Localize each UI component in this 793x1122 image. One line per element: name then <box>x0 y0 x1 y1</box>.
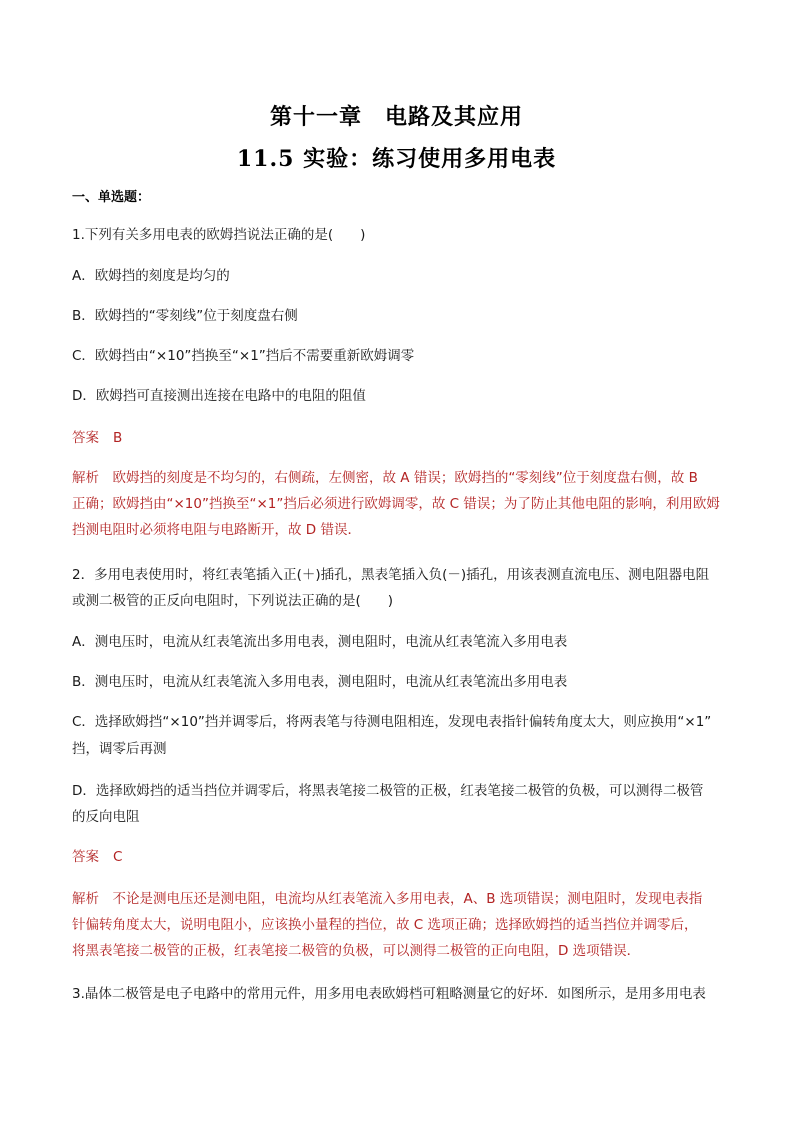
question-2-option-b: B．测电压时，电流从红表笔流入多用电表，测电阻时，电流从红表笔流出多用电表 <box>72 674 568 690</box>
question-1-option-d: D．欧姆挡可直接测出连接在电路中的电阻的阻值 <box>72 388 366 404</box>
answer-value: C <box>113 849 123 865</box>
question-1-analysis-line-2: 正确；欧姆挡由“×10”挡换至“×1”挡后必须进行欧姆调零，故 C 错误；为了防止其他电阻的影响，利用欧姆 <box>72 496 720 512</box>
question-1-option-b: B．欧姆挡的“零刻线”位于刻度盘右侧 <box>72 308 298 324</box>
question-2-stem-line-2: 或测二极管的正反向电阻时，下列说法正确的是( ) <box>72 593 394 609</box>
question-2-option-c-line-1: C．选择欧姆挡“×10”挡并调零后，将两表笔与待测电阻相连，发现电表指针偏转角度太大，则应换用“×1” <box>72 714 712 730</box>
question-2-answer <box>72 847 122 867</box>
question-2-option-a: A．测电压时，电流从红表笔流出多用电表，测电阻时，电流从红表笔流入多用电表 <box>72 634 568 650</box>
section-heading: 一、单选题： <box>72 190 151 205</box>
question-3-stem: 3.晶体二极管是电子电路中的常用元件，用多用电表欧姆档可粗略测量它的好坏．如图所示，是用多用电表 <box>72 986 706 1002</box>
answer-label: 答案 <box>72 430 99 446</box>
question-2-analysis-line-2: 针偏转角度太大，说明电阻小，应该换小量程的挡位，故 C 选项正确；选择欧姆挡的适当挡位并调零后， <box>72 917 698 933</box>
chapter-title: 第十一章 电路及其应用 <box>269 104 523 130</box>
question-1-analysis-line-3: 挡测电阻时必须将电阻与电路断开，故 D 错误． <box>72 522 361 538</box>
question-2-stem-line-1: 2．多用电表使用时，将红表笔插入正(＋)插孔，黑表笔插入负(－)插孔，用该表测直流电压、测电阻器电阻 <box>72 567 710 583</box>
question-1-stem: 1.下列有关多用电表的欧姆挡说法正确的是( ) <box>72 227 366 243</box>
section-title: 11.5 实验：练习使用多用电表 <box>236 146 557 172</box>
question-1-answer <box>72 428 122 448</box>
question-2-option-d-line-2: 的反向电阻 <box>72 809 140 825</box>
answer-value: B <box>113 430 123 446</box>
question-2-analysis-line-1: 解析 不论是测电压还是测电阻，电流均从红表笔流入多用电表，A、B 选项错误；测电阻时，发现电表指 <box>72 891 703 907</box>
question-2-analysis-line-3: 将黑表笔接二极管的正极，红表笔接二极管的负极，可以测得二极管的正向电阻，D 选项错误． <box>72 943 641 959</box>
question-1-option-a: A．欧姆挡的刻度是均匀的 <box>72 268 230 284</box>
question-2-option-c-line-2: 挡，调零后再测 <box>72 741 167 757</box>
answer-label: 答案 <box>72 849 99 865</box>
question-2-option-d-line-1: D．选择欧姆挡的适当挡位并调零后，将黑表笔接二极管的正极，红表笔接二极管的负极，可以测得二极管 <box>72 783 704 799</box>
question-1-analysis-line-1: 解析 欧姆挡的刻度是不均匀的，右侧疏，左侧密，故 A 错误；欧姆挡的“零刻线”位于刻度盘右侧，故 B <box>72 470 698 486</box>
question-1-option-c: C．欧姆挡由“×10”挡换至“×1”挡后不需要重新欧姆调零 <box>72 348 415 364</box>
